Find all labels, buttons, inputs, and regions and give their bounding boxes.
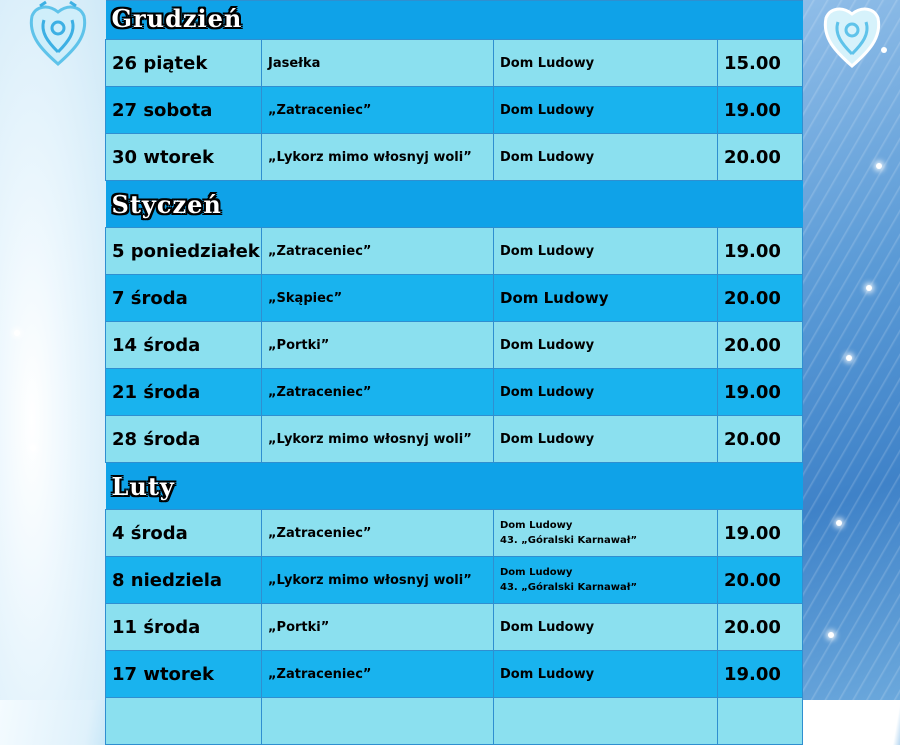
- event-title: [262, 698, 494, 745]
- table-row: [106, 651, 803, 698]
- event-place: Dom Ludowy: [494, 651, 718, 698]
- sparkle-icon: [836, 520, 842, 526]
- sparkle-icon: [846, 355, 852, 361]
- table-row: [106, 275, 803, 322]
- table-row: [106, 698, 803, 745]
- event-title: „Lykorz mimo włosnyj woli”: [262, 134, 494, 181]
- event-date: 7 środa: [106, 275, 262, 322]
- table-row: [106, 416, 803, 463]
- month-header: [106, 181, 803, 228]
- snowflake-ornament-icon: [22, 0, 94, 66]
- month-title: Styczeń: [111, 189, 222, 219]
- event-title: „Zatraceniec”: [262, 87, 494, 134]
- event-place: Dom Ludowy: [494, 40, 718, 87]
- schedule-table: [105, 0, 803, 745]
- sparkle-icon: [876, 163, 882, 169]
- event-title: „Zatraceniec”: [262, 651, 494, 698]
- event-place: Dom Ludowy: [494, 87, 718, 134]
- table-row: [106, 134, 803, 181]
- event-date: 21 środa: [106, 369, 262, 416]
- event-time: 19.00: [718, 369, 803, 416]
- event-time: 20.00: [718, 557, 803, 604]
- event-title: „Zatraceniec”: [262, 510, 494, 557]
- table-row: [106, 228, 803, 275]
- event-place-note: 43. „Góralski Karnawał”: [500, 582, 638, 593]
- event-place: [494, 557, 718, 604]
- event-place: [494, 510, 718, 557]
- table-row: [106, 557, 803, 604]
- event-time: 19.00: [718, 87, 803, 134]
- event-time: 20.00: [718, 416, 803, 463]
- event-date: 5 poniedziałek: [106, 228, 262, 275]
- event-title: „Zatraceniec”: [262, 369, 494, 416]
- table-row: [106, 369, 803, 416]
- event-place-note: 43. „Góralski Karnawał”: [500, 535, 638, 546]
- table-row: [106, 40, 803, 87]
- month-header: [106, 1, 803, 40]
- month-title: Luty: [111, 471, 175, 501]
- event-time: 20.00: [718, 604, 803, 651]
- event-date: 11 środa: [106, 604, 262, 651]
- event-place: [494, 698, 718, 745]
- snowflake-ornament-icon: [814, 0, 890, 68]
- event-place: Dom Ludowy: [494, 134, 718, 181]
- event-place: Dom Ludowy: [494, 369, 718, 416]
- sparkle-icon: [30, 445, 36, 451]
- event-time: 19.00: [718, 651, 803, 698]
- event-date: 14 środa: [106, 322, 262, 369]
- event-place: Dom Ludowy: [494, 416, 718, 463]
- event-date: 28 środa: [106, 416, 262, 463]
- month-header: [106, 463, 803, 510]
- event-title: „Portki”: [262, 322, 494, 369]
- event-place: Dom Ludowy: [494, 322, 718, 369]
- sparkle-icon: [866, 285, 872, 291]
- right-background: [802, 0, 900, 700]
- event-place-name: Dom Ludowy: [500, 520, 573, 531]
- event-title: „Lykorz mimo włosnyj woli”: [262, 557, 494, 604]
- event-date: 30 wtorek: [106, 134, 262, 181]
- event-date: 4 środa: [106, 510, 262, 557]
- month-title: Grudzień: [111, 4, 243, 33]
- event-date: 17 wtorek: [106, 651, 262, 698]
- event-time: 20.00: [718, 275, 803, 322]
- event-time: 20.00: [718, 134, 803, 181]
- sparkle-icon: [828, 632, 834, 638]
- event-time: 15.00: [718, 40, 803, 87]
- event-title: „Zatraceniec”: [262, 228, 494, 275]
- event-time: 19.00: [718, 228, 803, 275]
- event-title: „Lykorz mimo włosnyj woli”: [262, 416, 494, 463]
- event-place: Dom Ludowy: [494, 228, 718, 275]
- event-time: 20.00: [718, 322, 803, 369]
- table-row: [106, 604, 803, 651]
- event-time: 19.00: [718, 510, 803, 557]
- left-background: [0, 0, 106, 700]
- event-title: Jasełka: [262, 40, 494, 87]
- table-row: [106, 322, 803, 369]
- event-place: Dom Ludowy: [494, 604, 718, 651]
- table-row: [106, 510, 803, 557]
- event-date: [106, 698, 262, 745]
- event-time: [718, 698, 803, 745]
- event-date: 8 niedziela: [106, 557, 262, 604]
- event-title: „Skąpiec”: [262, 275, 494, 322]
- event-place: Dom Ludowy: [494, 275, 718, 322]
- event-title: „Portki”: [262, 604, 494, 651]
- sparkle-icon: [14, 330, 20, 336]
- event-place-name: Dom Ludowy: [500, 567, 573, 578]
- event-date: 27 sobota: [106, 87, 262, 134]
- event-date: 26 piątek: [106, 40, 262, 87]
- table-row: [106, 87, 803, 134]
